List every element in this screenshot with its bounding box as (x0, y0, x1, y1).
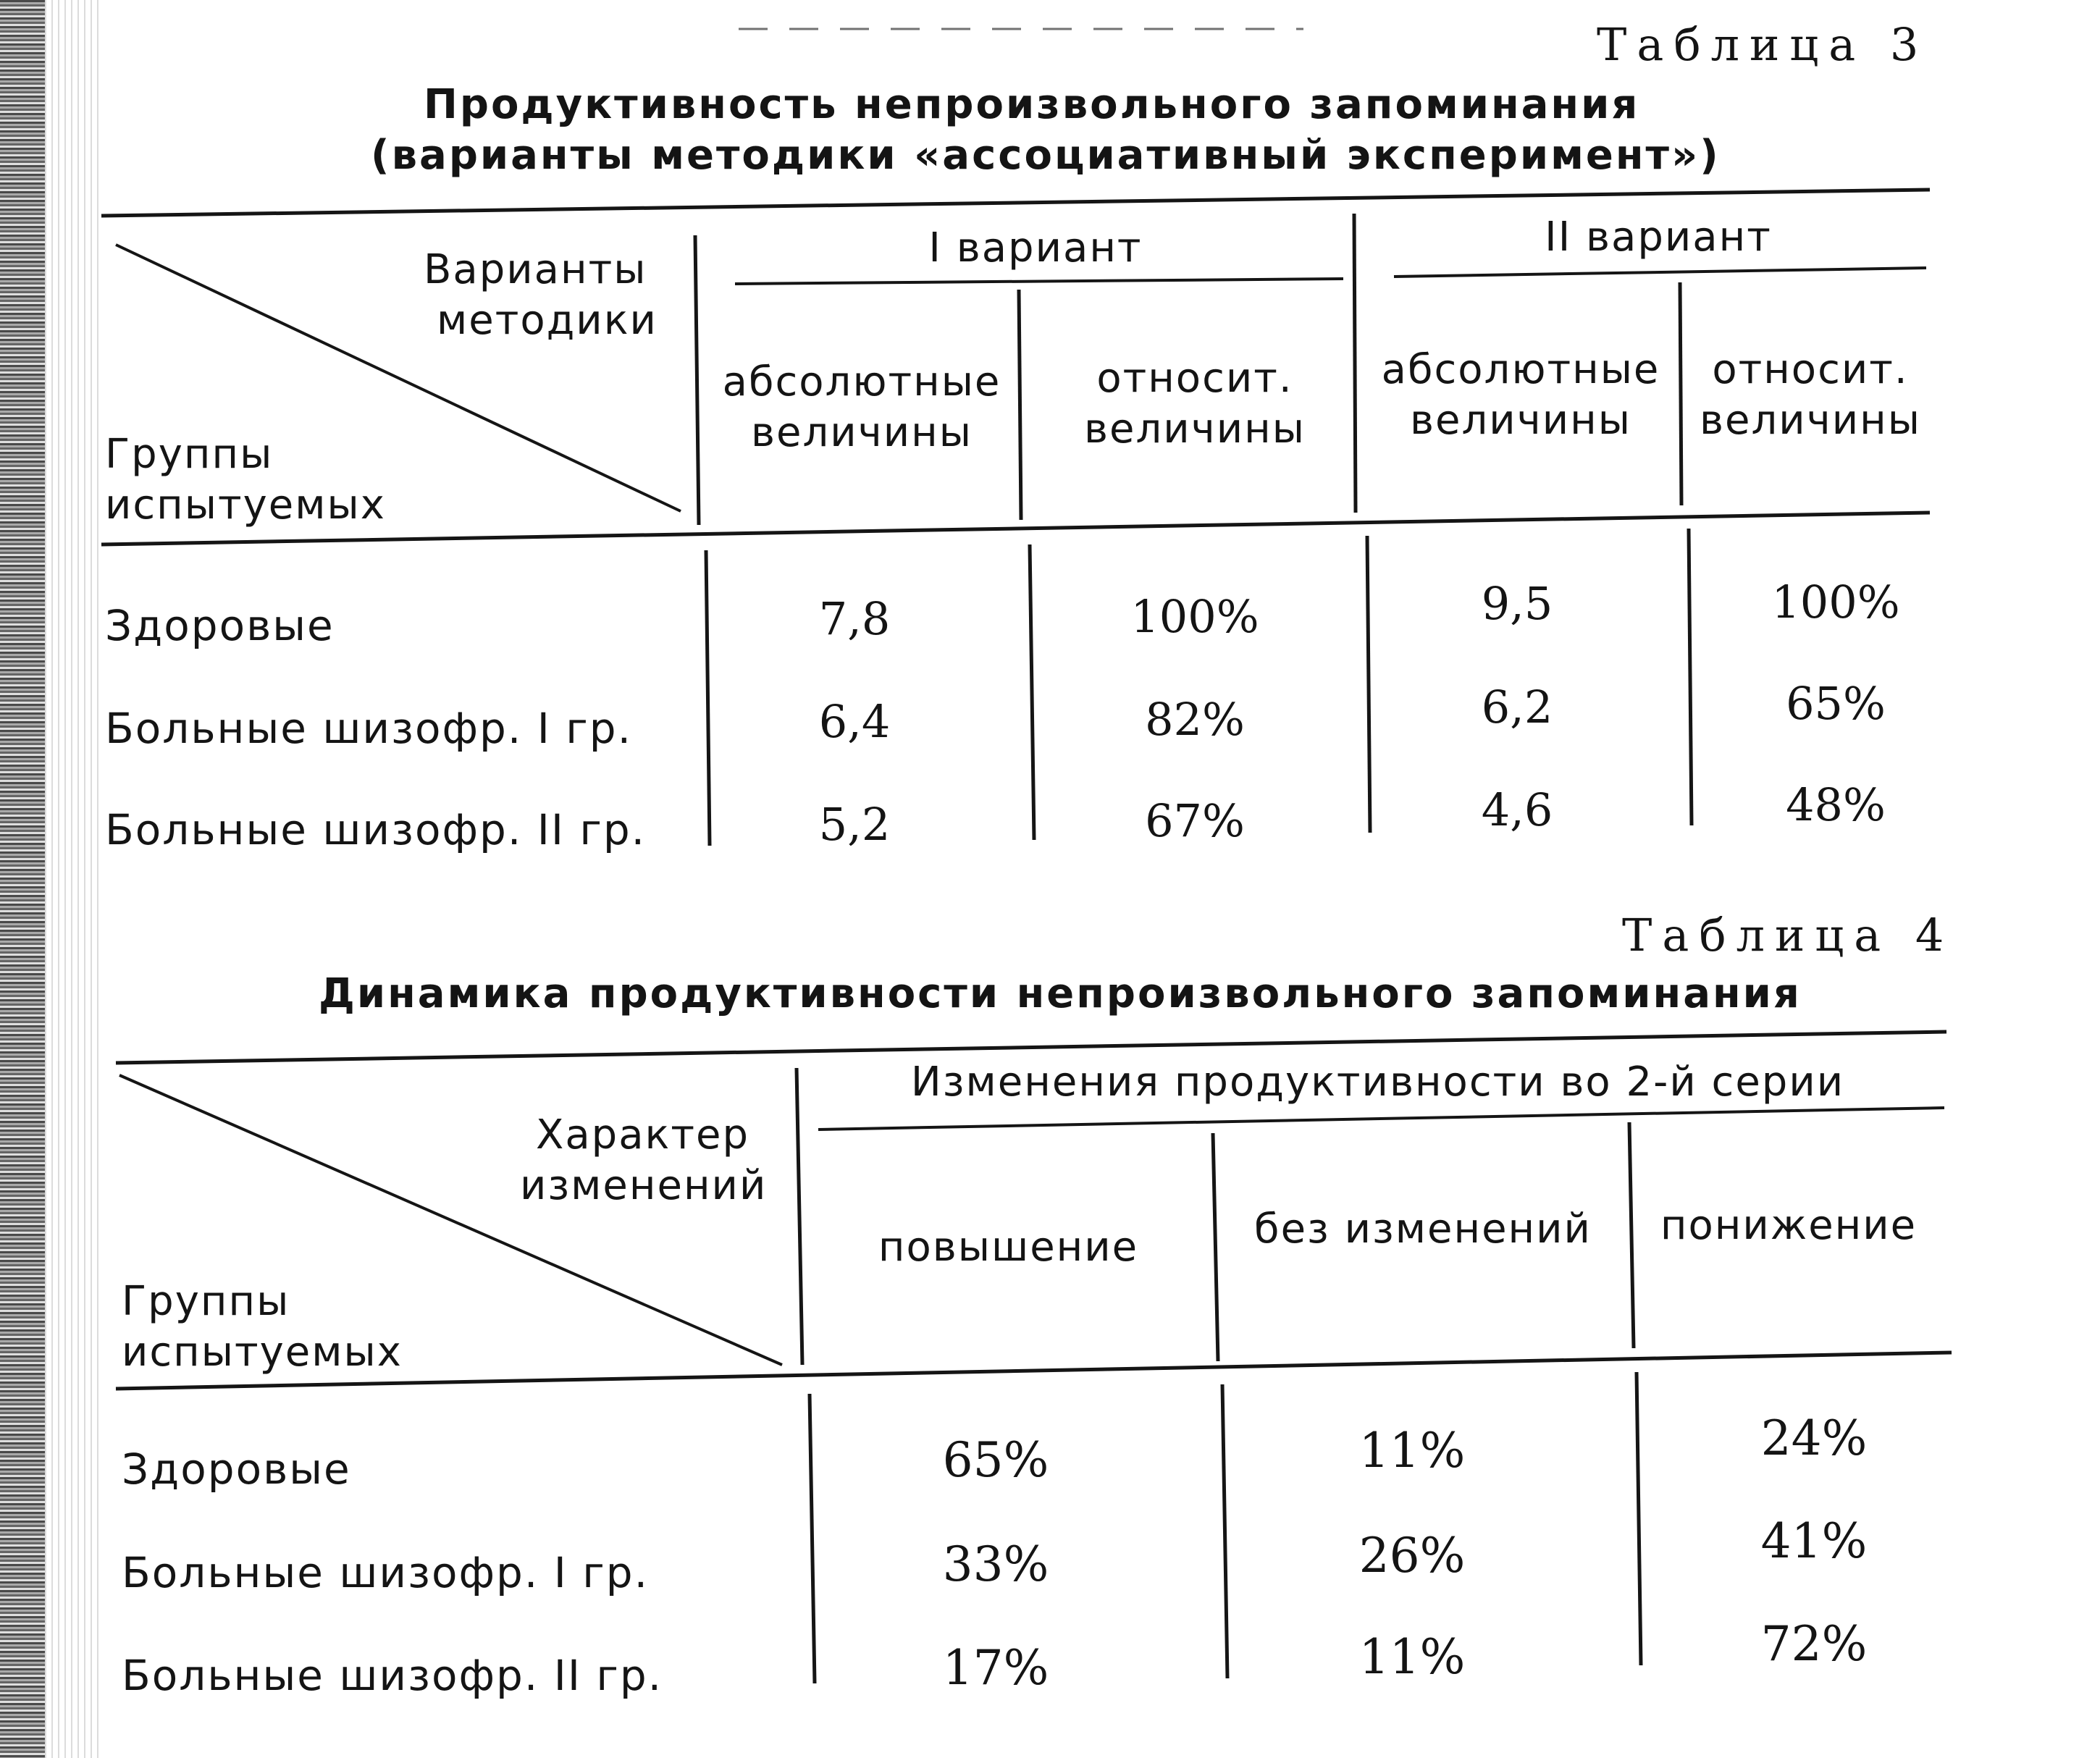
table3-cell: 6,4 (818, 695, 891, 748)
table4-cell: 41% (1760, 1513, 1868, 1569)
table3-cell: 100% (1771, 576, 1900, 628)
table3-cell: 82% (1145, 693, 1245, 746)
table3-corner-top-2: методики (437, 297, 658, 344)
table3-subheader-2-line2: величины (1084, 405, 1306, 453)
table3-subheader-3-line1: абсолютные (1381, 346, 1660, 393)
table3-row-label: Больные шизофр. II гр. (105, 805, 647, 854)
table3-subheader-3-line2: величины (1410, 397, 1631, 444)
table3-label: Таблица 3 (1597, 18, 1929, 71)
table3-cell: 5,2 (818, 798, 891, 851)
table4-title: Динамика продуктивности непроизвольного запоминания (319, 970, 1802, 1017)
table3-cell: 6,2 (1481, 681, 1553, 733)
table3-subheader-2-line1: относит. (1096, 355, 1293, 402)
table4-cell: 11% (1358, 1629, 1466, 1685)
table3-cell: 100% (1130, 590, 1259, 643)
table3-cell: 9,5 (1481, 577, 1553, 630)
table4-cell: 26% (1358, 1528, 1466, 1584)
table4-corner-bottom-1: Группы (122, 1278, 290, 1325)
table4-cell: 24% (1760, 1410, 1868, 1466)
table4-corner-top-2: изменений (520, 1162, 768, 1209)
table3-group-header-2: II вариант (1545, 214, 1772, 261)
table3-row-label: Здоровые (105, 601, 335, 650)
table3-cell: 65% (1786, 677, 1886, 730)
table3-subheader-1-line2: величины (751, 409, 973, 456)
table3-corner-bottom-2: испытуемых (105, 481, 386, 529)
table4-row-label: Здоровые (122, 1444, 351, 1494)
table3-subheader-4-line2: величины (1700, 397, 1921, 444)
table4-group-header: Изменения продуктивности во 2-й серии (910, 1059, 1845, 1106)
table4-subheader-1: повышение (878, 1224, 1139, 1271)
table4-cell: 11% (1358, 1423, 1466, 1479)
table3-subheader-1-line1: абсолютные (722, 358, 1001, 405)
table3-cell: 48% (1786, 778, 1886, 831)
table4-cell: 65% (942, 1432, 1049, 1488)
table4-cell: 33% (942, 1536, 1049, 1592)
table4-row-label: Больные шизофр. I гр. (122, 1548, 650, 1597)
table3-cell: 67% (1145, 794, 1245, 847)
table4-label: Таблица 4 (1622, 909, 1954, 962)
table4-corner-top-1: Характер (536, 1111, 749, 1158)
table3-subheader-4-line1: относит. (1712, 346, 1909, 393)
table4-cell: 17% (942, 1640, 1049, 1696)
table4-corner-bottom-2: испытуемых (122, 1329, 403, 1376)
table3-cell: 7,8 (818, 592, 891, 645)
table3-corner-top-1: Варианты (424, 246, 647, 293)
table3-title-line2: (варианты методики «ассоциативный эксперимент») (371, 132, 1721, 179)
table3-group-header-1: I вариант (928, 224, 1143, 272)
table3-cell: 4,6 (1481, 783, 1553, 836)
table4-row-label: Больные шизофр. II гр. (122, 1651, 663, 1700)
table3-title-line1: Продуктивность непроизвольного запоминания (424, 81, 1640, 128)
table3-row-label: Больные шизофр. I гр. (105, 704, 633, 753)
table4-subheader-3: понижение (1660, 1202, 1918, 1249)
table4-subheader-2: без изменений (1254, 1206, 1592, 1253)
table4-cell: 72% (1760, 1616, 1868, 1672)
table3-corner-bottom-1: Группы (105, 431, 274, 478)
